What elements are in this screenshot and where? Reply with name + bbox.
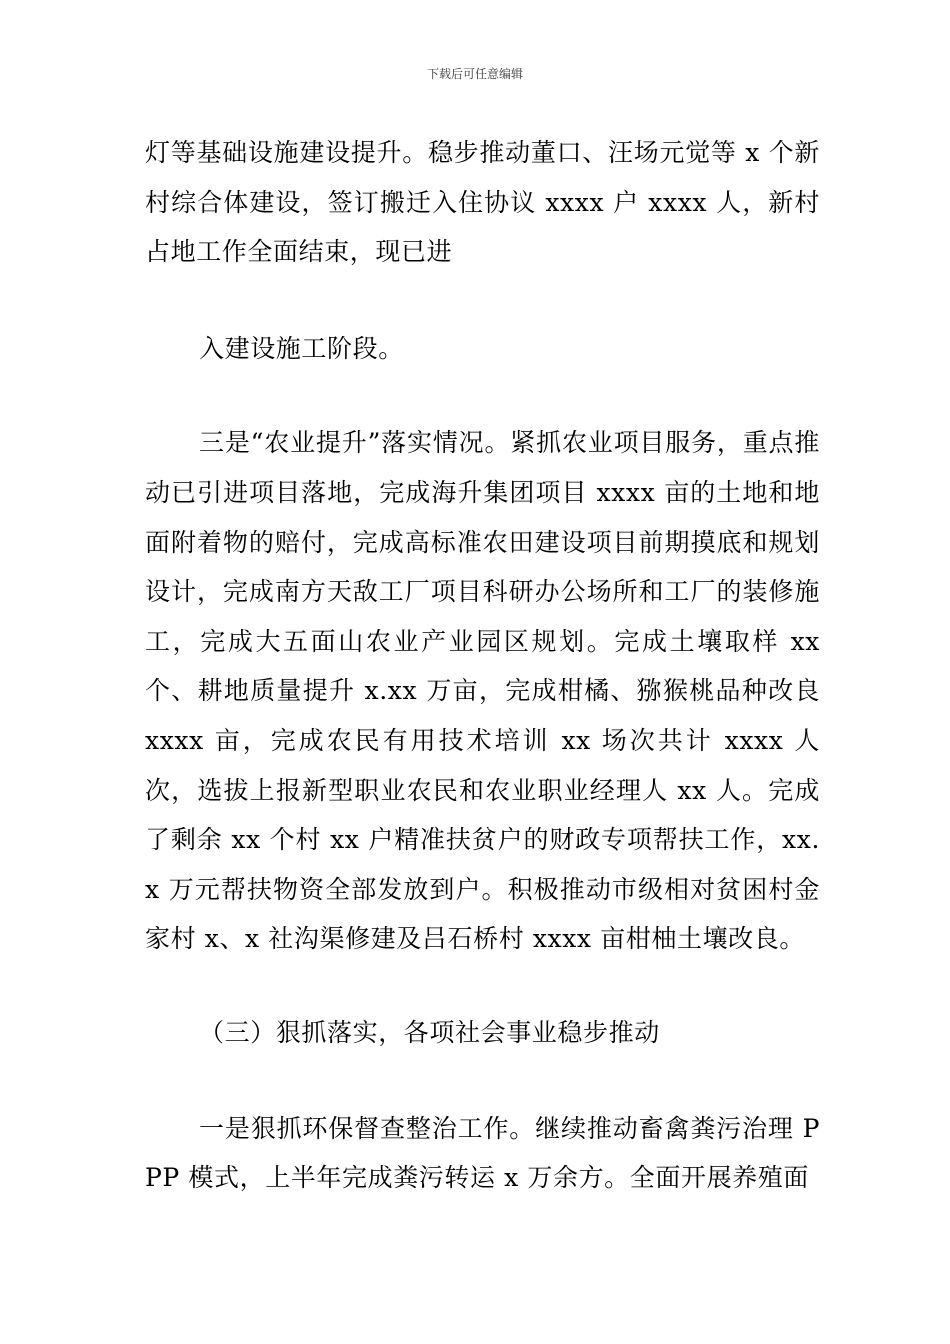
page-header: 下载后可任意编辑	[426, 67, 523, 81]
paragraph-construction-stage: 入建设施工阶段。	[199, 333, 404, 363]
paragraph-infrastructure: 灯等基础设施建设提升。稳步推动董口、汪场元觉等 x 个新村综合体建设，签订搬迁入住协议 xxxx 户 xxxx 人，新村占地工作全面结束，现已进	[145, 138, 820, 267]
document-body	[145, 128, 820, 1203]
paragraph-agriculture: 三是“农业提升”落实情况。紧抓农业项目服务，重点推动已引进项目落地，完成海升集团项目 xxxx 亩的土地和地面附着物的赔付，完成高标准农田建设项目前期摸底和规划设计，完成南方天敌工厂项目科研办公场所和工厂的装修施工，完成大五面山农业产业园区规划。完成土壤取样 xx 个、耕地质量提升 x.xx 万亩，完成柑橘、猕猴桃品种改良 xxxx 亩，完成农民有用技术培训 xx 场次共计 xxxx 人次，选拔上报新型职业农民和农业职业经理人 xx 人。完成了剩余 xx 个村 xx 户精准扶贫户的财政专项帮扶工作，xx.x 万元帮扶物资全部发放到户。积极推动市级相对贫困村金家村 x、x 社沟渠修建及吕石桥村 xxxx 亩柑柚土壤改良。	[145, 428, 820, 954]
paragraph-environmental: 一是狠抓环保督查整治工作。继续推动畜禽粪污治理 PPP 模式，上半年完成粪污转运 x 万余方。全面开展养殖面	[145, 1113, 820, 1193]
section-heading-social-affairs: （三）狠抓落实，各项社会事业稳步推动	[199, 1017, 660, 1047]
